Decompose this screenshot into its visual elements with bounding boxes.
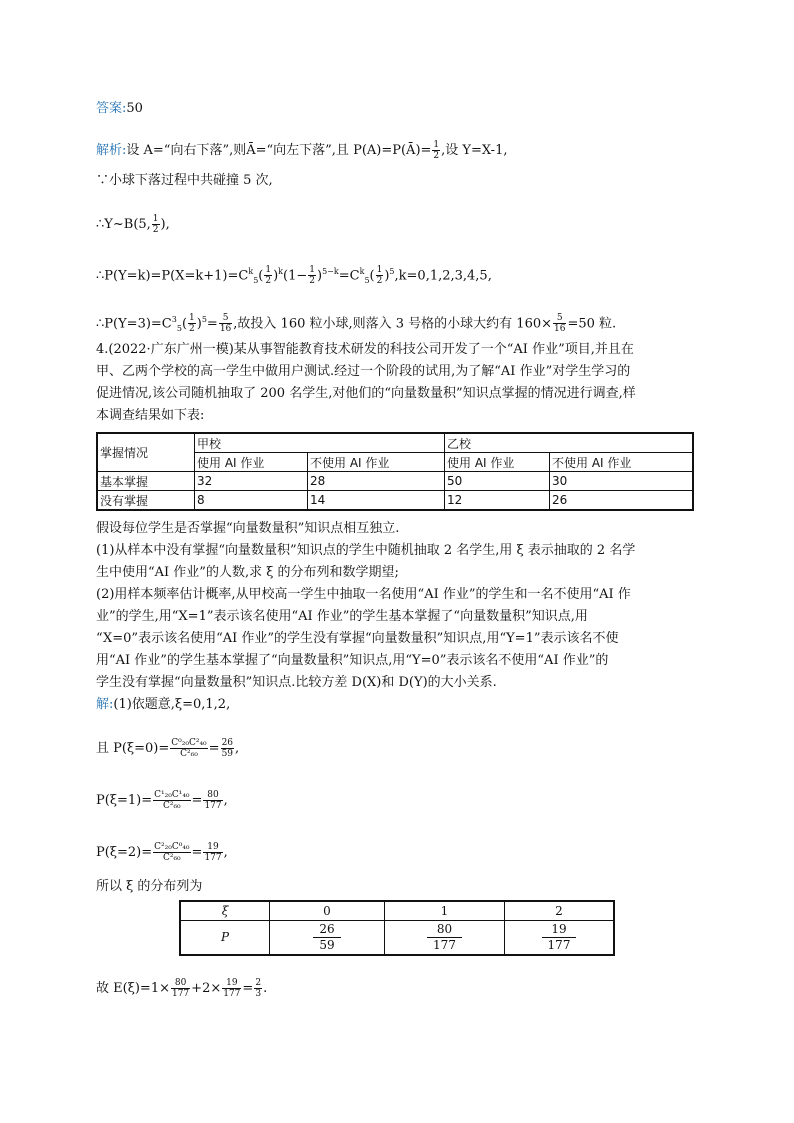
question-1-line-1: (1)从样本中没有掌握“向量数量积”知识点的学生中随机抽取 2 名学生,用 ξ 表示抽取的 2 名学: [96, 543, 636, 558]
analysis-line-5: $\therefore P(Y=3)=C^3_5$( $\frac{1}{2}$ )$^5$= $\frac{5}{16}$ ,故投入 160 粒小球,则落入 3 号格的小球大约有 160× $\frac{5}{16}$ =50 粒.: [96, 313, 617, 335]
question-2-line-2: 业”的学生,用“X=1”表示该名使用“AI 作业”的学生基本掌握了“向量数量积”知识点,用: [96, 609, 588, 624]
assumption-line: 假设每位学生是否掌握“向量数量积”知识点相互独立.: [96, 521, 400, 536]
problem-line-3: 促进情况,该公司随机抽取了 200 名学生,对他们的“向量数量积”知识点掌握的情况进行调查,样: [96, 386, 636, 401]
analysis-line-1: 解析:设 A=“向右下落”,则Ā=“向左下落”,且 P(A)=P(Ā)= $\frac{1}{2}$ ,设 Y=X-1,: [96, 140, 508, 161]
question-2-line-5: 学生没有掌握“向量数量积”知识点.比较方差 D(X)和 D(Y)的大小关系.: [96, 675, 497, 690]
analysis-line-4: $\therefore P(Y=k)=P(X=k+1)=C^k_5$( $\frac{1}{2}$ )$^k$(1− $\frac{1}{2}$ )$^{5-k}=C^k_5$( $\frac{1}{2}$ )$^5$,k=0,1,2,3,4,5,: [96, 265, 492, 287]
question-2-line-4: 用“AI 作业”的学生基本掌握了“向量数量积”知识点,用“Y=0”表示该名不使用“AI 作业”的: [96, 653, 609, 668]
distribution-table: ξ 0 1 2 P $\frac{26}{59}$ $\frac{80}{177}$ $\frac{19}{177}$: [179, 900, 615, 956]
problem-line-1: 4.(2022·广东广州一模)某从事智能教育技术研发的科技公司开发了一个“AI 作业”项目,并且在: [96, 342, 634, 357]
school-a-header: 甲校: [195, 433, 445, 453]
mastery-table: 掌握情况 甲校 乙校 使用 AI 作业 不使用 AI 作业 使用 AI 作业 不使用 AI 作业 基本掌握 32 28 50 30 没有掌握 8 14 12 26: [96, 432, 694, 511]
question-2-line-1: (2)用样本频率估计概率,从甲校高一学生中抽取一名使用“AI 作业”的学生和一名不使用“AI 作: [96, 587, 631, 602]
answer-label: 答案:: [96, 101, 127, 116]
answer-line: [96, 100, 143, 118]
table-row: 没有掌握 8 14 12 26: [97, 491, 693, 511]
question-1-line-2: 生中使用“AI 作业”的人数,求 ξ 的分布列和数学期望;: [96, 565, 399, 580]
solution-line-5: 所以 ξ 的分布列为: [96, 879, 203, 894]
analysis-line-3: ∴Y~B(5, $\frac{1}{2}$ ),: [96, 214, 170, 235]
question-2-line-3: “X=0”表示该名使用“AI 作业”的学生没有掌握“向量数量积”知识点,用“Y=1”表示该名不使: [96, 631, 619, 646]
analysis-label: 解析:: [96, 143, 127, 158]
problem-line-2: 甲、乙两个学校的高一学生中做用户测试.经过一个阶段的试用,为了解“AI 作业”对学生学习的: [96, 364, 631, 379]
table-row: 基本掌握 32 28 50 30: [97, 472, 693, 491]
solution-line-3: P(ξ=1)= $\frac{\text{C¹₂₀C¹₄₀}}{\text{C²₆₀}}$ = $\frac{80}{177}$ ,: [96, 790, 228, 811]
solution-line-4: P(ξ=2)= $\frac{\text{C²₂₀C⁰₄₀}}{\text{C²₆₀}}$ = $\frac{19}{177}$ ,: [96, 842, 228, 863]
analysis-line-2: ∵小球下落过程中共碰撞 5 次,: [96, 173, 273, 188]
school-b-header: 乙校: [445, 433, 694, 453]
expectation-line: 故 E(ξ)=1× $\frac{80}{177}$ +2× $\frac{19}{177}$ = $\frac{2}{3}$ .: [96, 978, 268, 999]
answer-value: 50: [126, 101, 143, 116]
problem-line-4: 本调查结果如下表:: [96, 408, 205, 423]
solution-line-1: 解:(1)依题意,ξ=0,1,2,: [96, 697, 231, 712]
solution-line-2: 且 P(ξ=0)= $\frac{\text{C⁰₂₀C²₄₀}}{\text{C²₆₀}}$ = $\frac{26}{59}$ ,: [96, 738, 240, 759]
